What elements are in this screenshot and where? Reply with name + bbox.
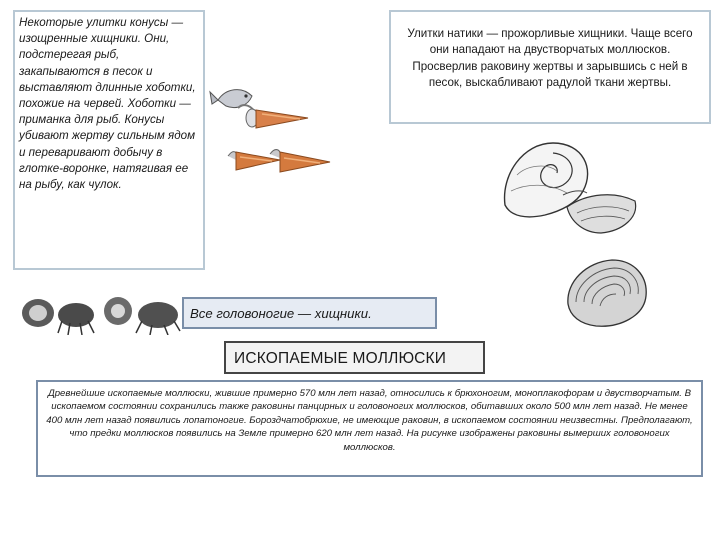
fossil-description: Древнейшие ископаемые моллюски, жившие примерно 570 млн лет назад, относились к брюхоногим, моноплакофорам и двустворчатым. В ископаемом состоянии сохранились также раковины панцирных и головоногих моллюсков, обитавших около 500 млн лет назад. Не менее 400 млн лет назад появились лопатоногие. Бороздчатобрюхие, не имеющие раковин, в ископаемом состоянии неизвестны. Предполагают, что предки моллюсков появились на Земле примерно 620 млн лет назад. На рисунке изображены раковины вымерших головоногих моллюсков. [46, 388, 693, 453]
cephalopods-banner [182, 297, 437, 329]
natica-text-panel [389, 10, 711, 124]
fossil-section-header [224, 341, 485, 374]
cones-description: Некоторые улитки конусы — изощренные хищники. Они, подстерегая рыб, закапываются в песок и выставляют длинные хоботки, похожие на червей. Хоботки — приманка для рыб. Конусы убивают жертву сильным ядом и переваривают добычу в глотке-воронке, натягивая ее на рыбу, как чулок. [19, 16, 196, 192]
natica-snail-illustration [497, 135, 645, 247]
section-title: ИСКОПАЕМЫЕ МОЛЛЮСКИ [234, 350, 447, 367]
cone-snails-illustration [208, 78, 334, 190]
cephalopods-photo-strip [18, 291, 184, 335]
cone-snail-upper [238, 105, 308, 128]
cephalopods-caption: Все головоногие — хищники. [190, 306, 372, 321]
cones-text-panel [13, 10, 205, 270]
cone-snail-lower-right [270, 150, 330, 172]
natica-description: Улитки натики — прожорливые хищники. Чаще всего они нападают на двустворчатых моллюсков. Просверлив раковину жертвы и зарывшись с ней в песок, выскабливают радулой ткани жертвы. [407, 27, 693, 90]
bivalve-shell-illustration [562, 256, 650, 332]
fossil-text-panel [36, 380, 703, 477]
